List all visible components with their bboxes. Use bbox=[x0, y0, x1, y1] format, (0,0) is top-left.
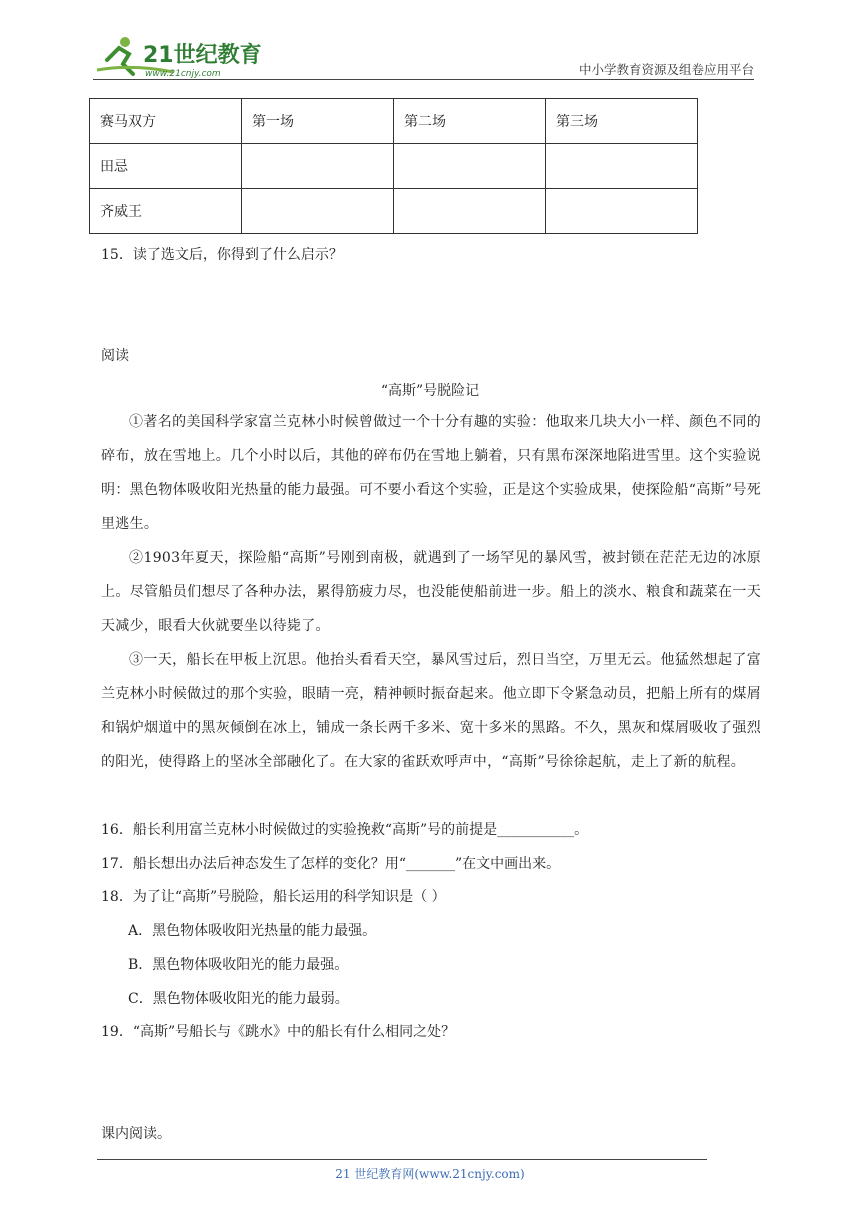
reading-label: 阅读 bbox=[101, 348, 129, 364]
table-cell[interactable] bbox=[546, 144, 698, 189]
table-cell: 齐威王 bbox=[90, 189, 242, 234]
svg-text:www.21cnjy.com: www.21cnjy.com bbox=[145, 69, 221, 79]
site-logo bbox=[93, 34, 263, 80]
table-cell[interactable] bbox=[394, 189, 546, 234]
table-header-cell: 赛马双方 bbox=[90, 99, 242, 144]
question-19: 19．“高斯”号船长与《跳水》中的船长有什么相同之处？ bbox=[101, 1024, 456, 1040]
table-cell: 田忌 bbox=[90, 144, 242, 189]
footer-divider bbox=[97, 1159, 707, 1160]
footer-text[interactable]: 21 世纪教育网(www.21cnjy.com) bbox=[335, 1167, 525, 1181]
paragraph-1: ①著名的美国科学家富兰克林小时候曾做过一个十分有趣的实验：他取来几块大小一样、颜色不同的碎布，放在雪地上。几个小时以后，其他的碎布仍在雪地上躺着，只有黑布深深地陷进雪里。这个实验说明：黑色物体吸收阳光热量的能力最强。可不要小看这个实验，正是这个实验成果，使探险船“高斯”号死里逃生。 bbox=[101, 414, 761, 532]
svg-text:21世纪教育: 21世纪教育 bbox=[143, 43, 262, 68]
table-header-cell: 第二场 bbox=[394, 99, 546, 144]
table-cell[interactable] bbox=[546, 189, 698, 234]
next-section-label: 课内阅读。 bbox=[101, 1126, 171, 1142]
question-16: 16．船长利用富兰克林小时候做过的实验挽救“高斯”号的前提是___________。 bbox=[101, 822, 589, 838]
table-header-cell: 第三场 bbox=[546, 99, 698, 144]
passage-title: “高斯”号脱险记 bbox=[380, 383, 480, 399]
question-18: 18．为了让“高斯”号脱险，船长运用的科学知识是（ ） bbox=[101, 889, 446, 905]
option-c[interactable]: C．黑色物体吸收阳光的能力最弱。 bbox=[128, 991, 349, 1007]
option-b[interactable]: B．黑色物体吸收阳光的能力最强。 bbox=[128, 957, 349, 973]
table-header-row bbox=[90, 99, 698, 144]
table-header-cell: 第一场 bbox=[242, 99, 394, 144]
table-cell[interactable] bbox=[242, 144, 394, 189]
table-cell[interactable] bbox=[394, 144, 546, 189]
header-divider bbox=[93, 79, 754, 80]
table-row bbox=[90, 189, 698, 234]
paragraph-3: ③一天，船长在甲板上沉思。他抬头看看天空，暴风雪过后，烈日当空，万里无云。他猛然想起了富兰克林小时候做过的那个实验，眼睛一亮，精神顿时振奋起来。他立即下令紧急动员，把船上所有的煤屑和锅炉烟道中的黑灰倾倒在冰上，铺成一条长两千多米、宽十多米的黑路。不久，黑灰和煤屑吸收了强烈的阳光，使得路上的坚冰全部融化了。在大家的雀跃欢呼声中，“高斯”号徐徐起航，走上了新的航程。 bbox=[101, 652, 761, 770]
table-row bbox=[90, 144, 698, 189]
question-17: 17．船长想出办法后神态发生了怎样的变化？用“_______”在文中画出来。 bbox=[101, 856, 561, 872]
paragraph-2: ②1903年夏天，探险船“高斯”号刚到南极，就遇到了一场罕见的暴风雪，被封锁在茫茫无边的冰原上。尽管船员们想尽了各种办法，累得筋疲力尽，也没能使船前进一步。船上的淡水、粮食和蔬菜在一天天减少，眼看大伙就要坐以待毙了。 bbox=[101, 550, 761, 634]
option-a[interactable]: A．黑色物体吸收阳光热量的能力最强。 bbox=[128, 923, 377, 939]
platform-name: 中小学教育资源及组卷应用平台 bbox=[578, 62, 754, 77]
race-table bbox=[89, 98, 698, 234]
table-cell[interactable] bbox=[242, 189, 394, 234]
question-15: 15．读了选文后，你得到了什么启示？ bbox=[101, 247, 343, 263]
